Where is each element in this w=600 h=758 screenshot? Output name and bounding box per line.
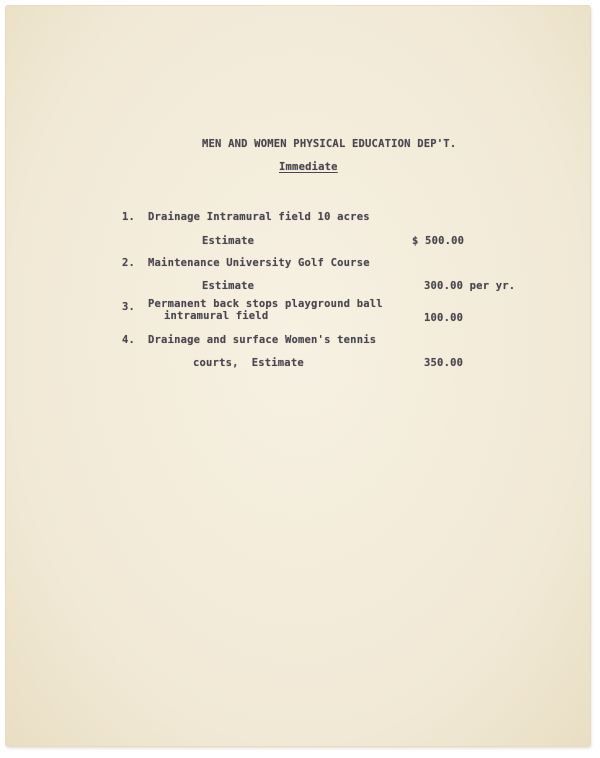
item-number: 2. (122, 257, 136, 269)
item-description-continued: Estimate (202, 280, 255, 292)
item-number: 3. (122, 301, 136, 313)
item-description: Drainage and surface Women's tennis (148, 334, 377, 346)
item-description: Drainage Intramural field 10 acres (148, 211, 370, 223)
item-number: 1. (122, 211, 136, 223)
item-description: Maintenance University Golf Course (148, 257, 370, 269)
item-amount: 300.00 per yr. (424, 280, 516, 292)
item-number: 4. (122, 334, 136, 346)
page-heading: MEN AND WOMEN PHYSICAL EDUCATION DEP'T. (202, 138, 457, 150)
item-description: Permanent back stops playground ball (148, 298, 383, 310)
item-description-continued: courts, Estimate (193, 357, 304, 369)
typed-page (6, 6, 590, 746)
item-amount: 100.00 (424, 312, 464, 324)
item-description-continued: intramural field (164, 310, 269, 322)
page-subheading: Immediate (279, 161, 338, 173)
item-amount: 350.00 (424, 357, 464, 369)
item-description-continued: Estimate (202, 235, 255, 247)
item-amount: $ 500.00 (412, 235, 465, 247)
